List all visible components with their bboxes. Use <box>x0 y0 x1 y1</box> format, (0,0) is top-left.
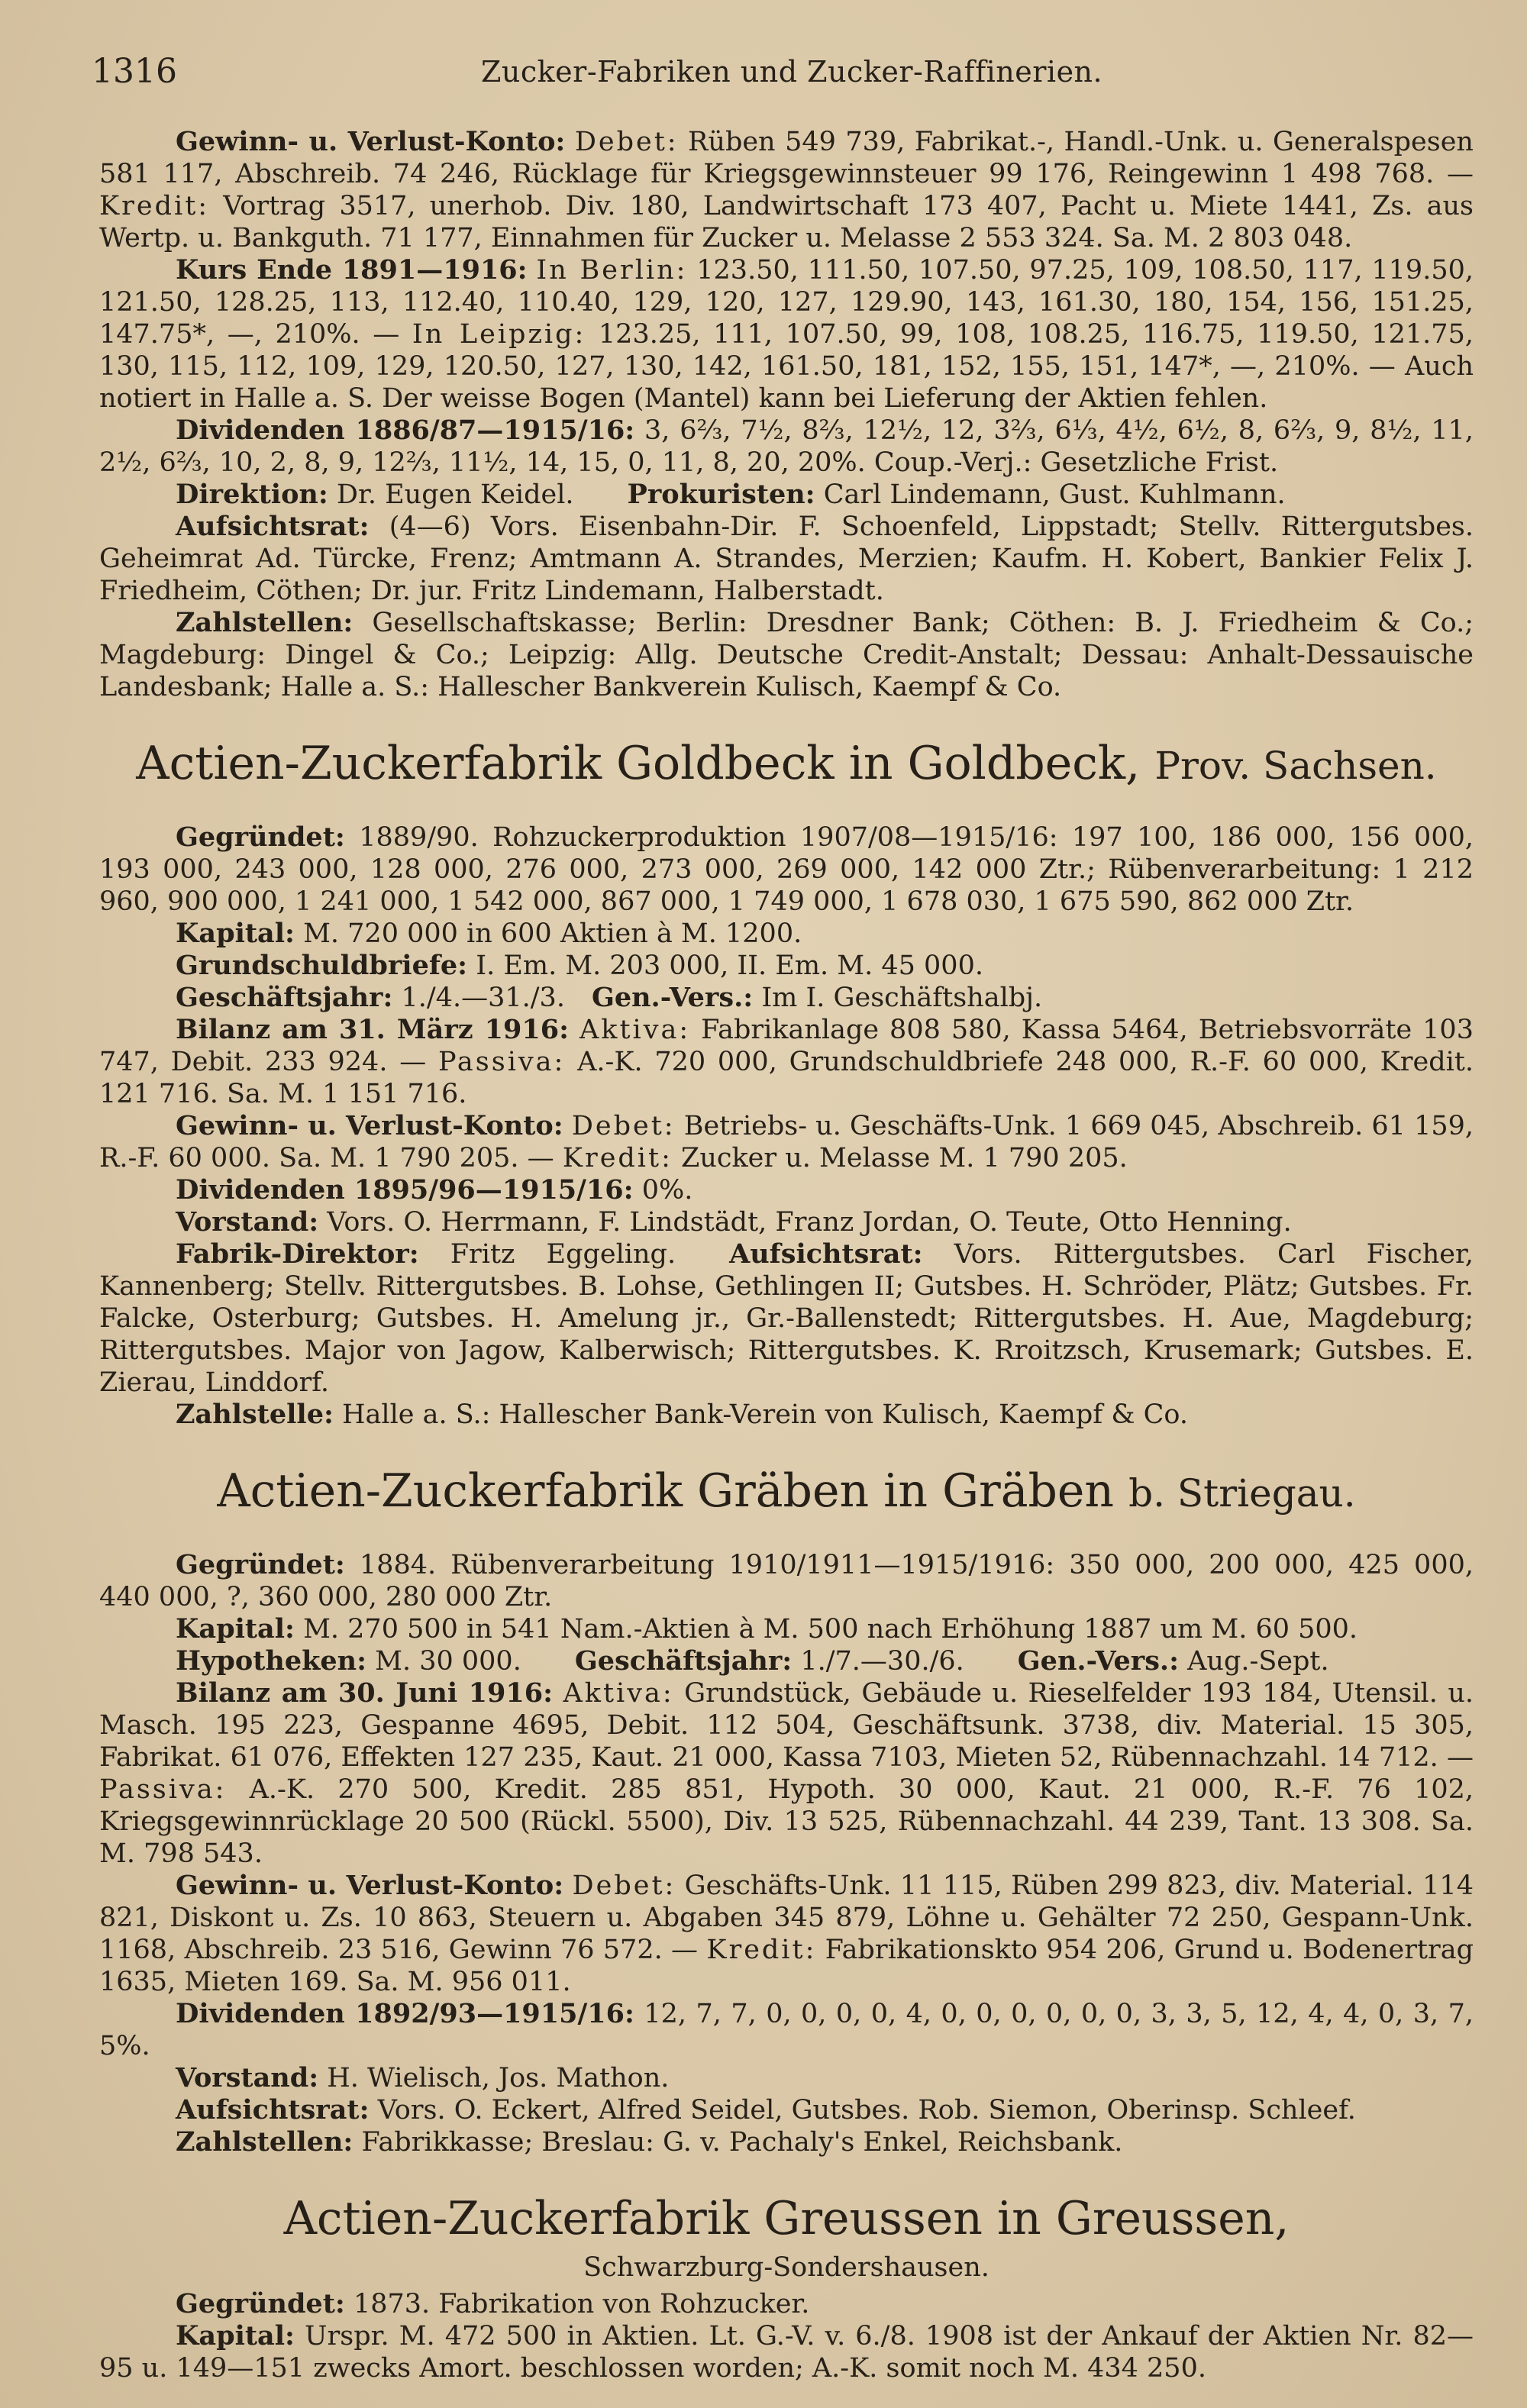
page-number: 1316 <box>92 52 177 91</box>
kurs-paragraph: Kurs Ende 1891—1916: In Berlin: 123.50, 111.50, 107.50, 97.25, 109, 108.50, 117, 119.50, 121.50, 128.25, 113, 112.40, 110.40, 129, 120, 127, 129.90, 143, 161.30, 180, 154, 156, 151.25, 147.75*, —, 210%. — In Leipzig: 123.25, 111, 107.50, 99, 108, 108.25, 116.75, 119.50, 121.75, 130, 115, 112, 109, 129, 120.50, 127, 130, 142, 161.50, 181, 152, 155, 151, 147*, —, 210%. — Auch notiert in Halle a. S. Der weisse Bogen (Mantel) kann bei Lieferung der Aktien fehlen. <box>99 254 1474 414</box>
kapital-paragraph: Kapital: M. 270 500 in 541 Nam.-Aktien à M. 500 nach Erhöhung 1887 um M. 60 500. <box>176 1613 1358 1645</box>
bilanz-paragraph: Bilanz am 30. Juni 1916: Aktiva: Grundstück, Gebäude u. Rieselfelder 193 184, Utensil. u. Masch. 195 223, Gespanne 4695, Debit. 112 504, Geschäftsunk. 3738, div. Material. 15 305, Fabrikat. 61 076, Effekten 127 235, Kaut. 21 000, Kassa 7103, Mieten 52, Rübennachzahl. 14 712. — Passiva: A.-K. 270 500, Kredit. 285 851, Hypoth. 30 000, Kaut. 21 000, R.-F. 76 102, Kriegsgewinnrücklage 20 500 (Rückl. 5500), Div. 13 525, Rübennachzahl. 44 239, Tant. 13 308. Sa. M. 798 543. <box>99 1677 1474 1869</box>
geschaeftsjahr-paragraph: Geschäftsjahr: 1./4.—31./3. Gen.-Vers.: Im I. Geschäftshalbj. <box>176 982 1043 1013</box>
grundschuld-paragraph: Grundschuldbriefe: I. Em. M. 203 000, II. Em. M. 45 000. <box>176 950 983 981</box>
vorstand-paragraph: Vorstand: Vors. O. Herrmann, F. Lindstädt, Franz Jordan, O. Teute, Otto Henning. <box>176 1206 1292 1238</box>
vorstand-paragraph: Vorstand: H. Wielisch, Jos. Mathon. <box>176 2062 670 2093</box>
company-heading-graeben: Actien-Zuckerfabrik Gräben in Gräben b. Striegau. <box>217 1464 1356 1518</box>
fabrikdirektor-paragraph: Fabrik-Direktor: Fritz Eggeling. Aufsichtsrat: Vors. Rittergutsbes. Carl Fischer, Kannenberg; Stellv. Rittergutsbes. B. Lohse, Gethlingen II; Gutsbes. H. Schröder, Plätz; Gutsbes. Fr. Falcke, Osterburg; Gutsbes. H. Amelung jr., Gr.-Ballenstedt; Rittergutsbes. H. Aue, Magdeburg; Rittergutsbes. Major von Jagow, Kalberwisch; Rittergutsbes. K. Rroitzsch, Krusemark; Gutsbes. E. Zierau, Linddorf. <box>99 1238 1474 1398</box>
zahlstellen-paragraph: Zahlstellen: Gesellschaftskasse; Berlin: Dresdner Bank; Cöthen: B. J. Friedheim & Co.; Magdeburg: Dingel & Co.; Leipzig: Allg. Deutsche Credit-Anstalt; Dessau: Anhalt-Dessauische Landesbank; Halle a. S.: Hallescher Bankverein Kulisch, Kaempf & Co. <box>99 607 1474 702</box>
guv-paragraph: Gewinn- u. Verlust-Konto: Debet: Rüben 549 739, Fabrikat.-, Handl.-Unk. u. Generalspesen 581 117, Abschreib. 74 246, Rücklage für Kriegsgewinnsteuer 99 176, Reingewinn 1 498 768. — Kredit: Vortrag 3517, unerhob. Div. 180, Landwirtschaft 173 407, Pacht u. Miete 1441, Zs. aus Wertp. u. Bankguth. 71 177, Einnahmen für Zucker u. Melasse 2 553 324. Sa. M. 2 803 048. <box>99 126 1474 253</box>
guv-paragraph: Gewinn- u. Verlust-Konto: Debet: Geschäfts-Unk. 11 115, Rüben 299 823, div. Material. 114 821, Diskont u. Zs. 10 863, Steuern u. Abgaben 345 879, Löhne u. Gehälter 72 250, Gespann-Unk. 1168, Abschreib. 23 516, Gewinn 76 572. — Kredit: Fabrikationskto 954 206, Grund u. Bodenertrag 1635, Mieten 169. Sa. M. 956 011. <box>99 1870 1474 1997</box>
hypotheken-paragraph: Hypotheken: M. 30 000. Geschäftsjahr: 1./7.—30./6. Gen.-Vers.: Aug.-Sept. <box>176 1645 1329 1677</box>
entry-goldbeck <box>99 821 1474 1431</box>
gegruendet-paragraph: Gegründet: 1873. Fabrikation von Rohzucker. <box>176 2288 810 2319</box>
gegruendet-paragraph: Gegründet: 1889/90. Rohzuckerproduktion 1907/08—1915/16: 197 100, 186 000, 156 000, 193 000, 243 000, 128 000, 276 000, 273 000, 269 000, 142 000 Ztr.; Rübenverarbeitung: 1 212 960, 900 000, 1 241 000, 1 542 000, 867 000, 1 749 000, 1 678 030, 1 675 590, 862 000 Ztr. <box>99 821 1474 917</box>
page-content <box>99 126 1474 2384</box>
zahlstellen-paragraph: Zahlstellen: Fabrikkasse; Breslau: G. v. Pachaly's Enkel, Reichsbank. <box>176 2126 1123 2158</box>
running-title: Zucker-Fabriken und Zucker-Raffinerien. <box>481 55 1103 89</box>
page-header <box>92 52 1466 98</box>
kapital-paragraph: Kapital: Urspr. M. 472 500 in Aktien. Lt. G.-V. v. 6./8. 1908 ist der Ankauf der Aktien Nr. 82—95 u. 149—151 zwecks Amort. beschlossen worden; A.-K. somit noch M. 434 250. <box>99 2320 1474 2384</box>
aufsichtsrat-paragraph: Aufsichtsrat: (4—6) Vors. Eisenbahn-Dir. F. Schoenfeld, Lippstadt; Stellv. Rittergutsbes. Geheimrat Ad. Türcke, Frenz; Amtmann A. Strandes, Merzien; Kaufm. H. Kobert, Bankier Felix J. Friedheim, Cöthen; Dr. jur. Fritz Lindemann, Halberstadt. <box>99 511 1474 606</box>
entry-greussen <box>99 2288 1474 2384</box>
company-subheading-greussen: Schwarzburg-Sondershausen. <box>583 2252 989 2283</box>
entry-previous-company <box>99 126 1474 703</box>
zahlstelle-paragraph: Zahlstelle: Halle a. S.: Hallescher Bank-Verein von Kulisch, Kaempf & Co. <box>176 1399 1188 1430</box>
kapital-paragraph: Kapital: M. 720 000 in 600 Aktien à M. 1200. <box>176 918 802 949</box>
bilanz-paragraph: Bilanz am 31. März 1916: Aktiva: Fabrikanlage 808 580, Kassa 5464, Betriebsvorräte 103 747, Debit. 233 924. — Passiva: A.-K. 720 000, Grundschuldbriefe 248 000, R.-F. 60 000, Kredit. 121 716. Sa. M. 1 151 716. <box>99 1014 1474 1109</box>
company-heading-greussen: Actien-Zuckerfabrik Greussen in Greussen, <box>283 2192 1290 2245</box>
company-heading-goldbeck: Actien-Zuckerfabrik Goldbeck in Goldbeck, Prov. Sachsen. <box>136 737 1437 790</box>
dividenden-paragraph: Dividenden 1886/87—1915/16: 3, 6⅔, 7½, 8⅔, 12½, 12, 3⅔, 6⅓, 4½, 6½, 8, 6⅔, 9, 8½, 11, 2½, 6⅔, 10, 2, 8, 9, 12⅔, 11½, 14, 15, 0, 11, 8, 20, 20%. Coup.-Verj.: Gesetzliche Frist. <box>99 415 1474 478</box>
direktion-paragraph: Direktion: Dr. Eugen Keidel. Prokuristen: Carl Lindemann, Gust. Kuhlmann. <box>176 479 1286 510</box>
aufsichtsrat-paragraph: Aufsichtsrat: Vors. O. Eckert, Alfred Seidel, Gutsbes. Rob. Siemon, Oberinsp. Schleef. <box>176 2094 1356 2126</box>
entry-graeben <box>99 1549 1474 2158</box>
gegruendet-paragraph: Gegründet: 1884. Rübenverarbeitung 1910/1911—1915/1916: 350 000, 200 000, 425 000, 440 000, ?, 360 000, 280 000 Ztr. <box>99 1549 1474 1612</box>
guv-paragraph: Gewinn- u. Verlust-Konto: Debet: Betriebs- u. Geschäfts-Unk. 1 669 045, Abschreib. 61 159, R.-F. 60 000. Sa. M. 1 790 205. — Kredit: Zucker u. Melasse M. 1 790 205. <box>99 1110 1474 1173</box>
dividenden-paragraph: Dividenden 1895/96—1915/16: 0%. <box>176 1174 693 1206</box>
dividenden-paragraph: Dividenden 1892/93—1915/16: 12, 7, 7, 0, 0, 0, 0, 4, 0, 0, 0, 0, 0, 0, 3, 3, 5, 12, 4, 4, 0, 3, 7, 5%. <box>99 1998 1474 2061</box>
